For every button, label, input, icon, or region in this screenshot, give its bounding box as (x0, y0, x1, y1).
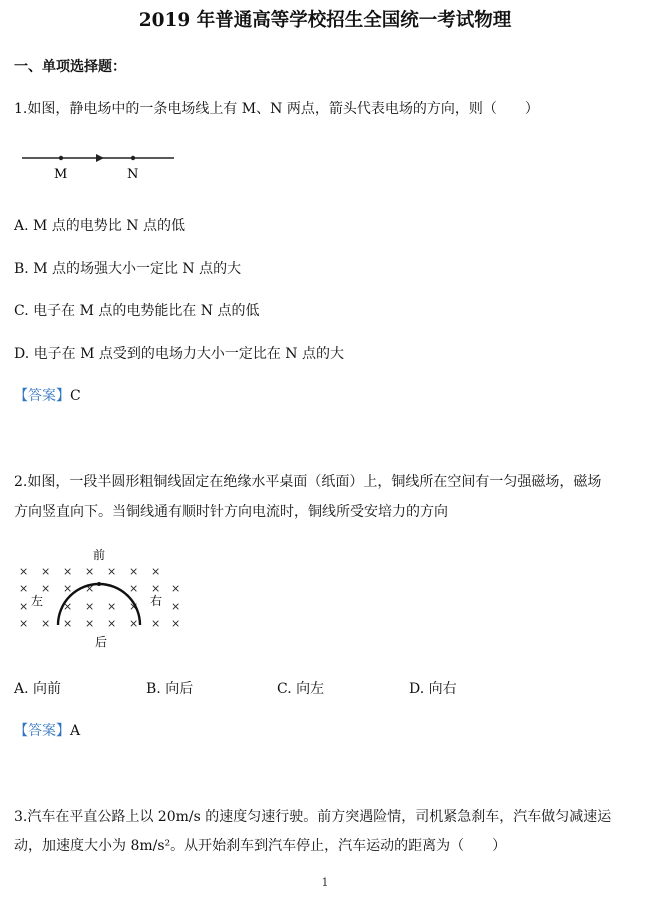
q2-stem-line1: 2.如图，一段半圆形粗铜线固定在绝缘水平桌面（纸面）上，铜线所在空间有一匀强磁场，磁场 (14, 474, 602, 490)
svg-text:×: × (107, 565, 117, 578)
svg-text:×: × (19, 582, 29, 595)
svg-text:×: × (151, 617, 161, 630)
svg-text:×: × (129, 617, 139, 630)
svg-text:×: × (129, 565, 139, 578)
wire-top-dot (97, 582, 101, 586)
svg-text:×: × (19, 600, 29, 613)
point-n (131, 156, 135, 160)
q1-field-line-figure (20, 148, 180, 184)
q2-option-a: A. 向前 (14, 681, 62, 697)
svg-text:×: × (151, 565, 161, 578)
svg-text:×: × (63, 617, 73, 630)
answer-value: C (70, 388, 81, 404)
svg-text:×: × (63, 582, 73, 595)
svg-text:×: × (85, 600, 95, 613)
answer-value: A (70, 723, 81, 739)
page-number: 1 (321, 876, 329, 889)
svg-text:×: × (41, 582, 51, 595)
svg-text:×: × (19, 617, 29, 630)
answer-tag: 【答案】 (14, 388, 70, 404)
q1-option-c: C. 电子在 M 点的电势能比在 N 点的低 (14, 303, 260, 319)
svg-text:×: × (171, 617, 181, 630)
label-back: 后 (95, 635, 108, 649)
svg-text:×: × (171, 600, 181, 613)
svg-text:×: × (151, 582, 161, 595)
svg-text:×: × (41, 617, 51, 630)
svg-text:×: × (63, 565, 73, 578)
svg-text:×: × (41, 565, 51, 578)
q2-answer (14, 720, 80, 740)
svg-text:×: × (85, 617, 95, 630)
label-m: M (54, 167, 68, 182)
label-front: 前 (93, 548, 106, 562)
section-heading: 一、单项选择题： (14, 59, 126, 75)
field-arrow-icon (96, 154, 104, 162)
svg-text:×: × (171, 582, 181, 595)
label-right: 右 (150, 594, 163, 608)
svg-text:×: × (129, 600, 139, 613)
svg-text:×: × (19, 565, 29, 578)
point-m (59, 156, 63, 160)
svg-text:×: × (129, 582, 139, 595)
label-left: 左 (31, 594, 44, 608)
q2-option-d: D. 向右 (409, 681, 457, 697)
label-n: N (127, 167, 139, 182)
q3-stem-line1: 3.汽车在平直公路上以 20m/s 的速度匀速行驶。前方突遇险情，司机紧急刹车，汽车做匀减速运 (14, 809, 612, 825)
q2-option-c: C. 向左 (277, 681, 325, 697)
svg-text:×: × (63, 600, 73, 613)
q1-option-b: B. M 点的场强大小一定比 N 点的大 (14, 261, 242, 277)
q1-answer (14, 385, 81, 405)
page-title: 2019 年普通高等学校招生全国统一考试物理 (138, 10, 512, 31)
q2-option-b: B. 向后 (146, 681, 194, 697)
svg-text:×: × (85, 565, 95, 578)
q2-stem-line2: 方向竖直向下。当铜线通有顺时针方向电流时，铜线所受安培力的方向 (14, 504, 448, 520)
q3-stem-line2: 动，加速度大小为 8m/s²。从开始刹车到汽车停止，汽车运动的距离为（ ） (14, 838, 507, 854)
svg-text:×: × (107, 617, 117, 630)
q1-option-a: A. M 点的电势比 N 点的低 (14, 218, 185, 234)
q1-option-d: D. 电子在 M 点受到的电场力大小一定比在 N 点的大 (14, 346, 345, 362)
svg-text:×: × (107, 600, 117, 613)
q2-magnetic-field-figure (16, 545, 186, 650)
svg-text:×: × (85, 582, 95, 595)
q1-stem: 1.如图，静电场中的一条电场线上有 M、N 两点，箭头代表电场的方向，则（ ） (14, 101, 539, 117)
answer-tag: 【答案】 (14, 723, 70, 739)
